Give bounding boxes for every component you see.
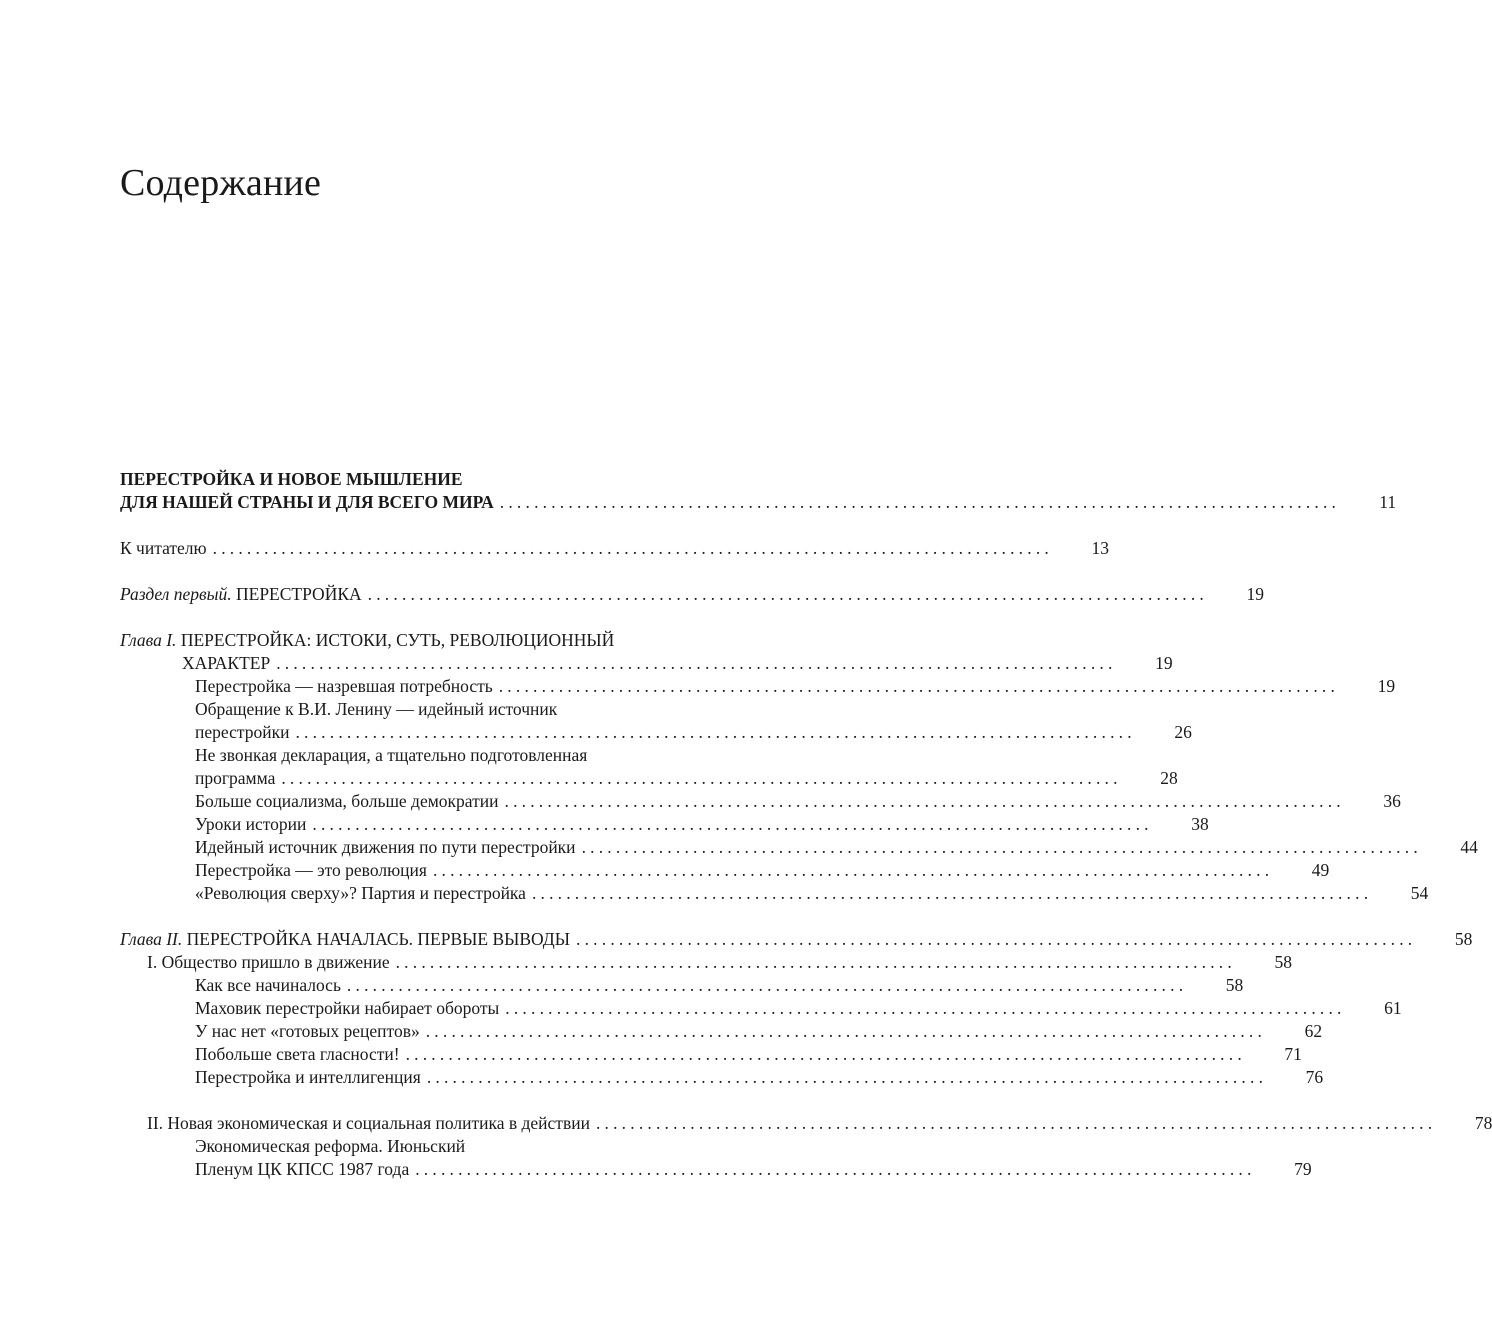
toc-entry[interactable] [120,1112,1492,1135]
toc-entry-last-line [120,1158,1312,1181]
toc-page-number: 76 [1305,1067,1324,1087]
dot-leader: .................................................................................................. [312,814,1153,834]
toc-page-number: 58 [1454,929,1473,949]
toc-page-number: 58 [1274,952,1292,972]
toc-entry[interactable] [120,836,1478,859]
toc-entry[interactable] [120,790,1401,813]
dot-leader: .................................................................................................. [405,1044,1246,1064]
toc-entry[interactable] [120,974,1244,997]
dot-leader: .................................................................................................. [499,492,1341,512]
dot-leader: .................................................................................................. [426,1067,1268,1087]
dot-leader: .................................................................................................. [281,768,1122,788]
toc-entry-text: Побольше света гласности! [195,1044,400,1064]
toc-entry-last-line [120,1043,1302,1066]
toc-entry-line [120,698,760,721]
dot-leader: .................................................................................................. [576,929,1417,949]
toc-entry-prefix: Раздел первый. [120,584,232,604]
toc-entry[interactable] [120,1066,1324,1089]
toc-entry-title [195,745,587,765]
toc-entry-text: ПЕРЕСТРОЙКА [236,584,362,604]
toc-page-number: 62 [1304,1021,1323,1041]
toc-entry-last-line [120,836,1478,859]
toc-entry[interactable] [120,1135,1312,1181]
toc-entry-last-line [120,859,1330,882]
toc-entry-last-line [120,790,1401,813]
toc-entry-text: Обращение к В.И. Ленину — идейный источник [195,699,558,719]
toc-entry-title [195,974,341,997]
table-of-contents [120,468,1492,1181]
toc-entry-text: Перестройка — это революция [195,860,427,880]
toc-entry-last-line [120,583,1265,606]
toc-entry-last-line [120,767,1178,790]
toc-entry-title [120,469,463,489]
toc-page-number: 13 [1091,538,1109,558]
toc-entry[interactable] [120,537,1109,560]
toc-entry-title [195,675,493,698]
toc-page-number: 49 [1311,860,1330,880]
toc-entry-last-line [120,813,1209,836]
toc-page-number: 36 [1383,791,1401,811]
toc-page-number: 28 [1160,768,1178,788]
dot-leader: .................................................................................................. [581,837,1422,857]
toc-entry-text: Идейный источник движения по пути перестройки [195,837,576,857]
toc-page-number: 38 [1191,814,1209,834]
toc-entry-title [195,836,576,859]
dot-leader: .................................................................................................. [346,975,1188,995]
toc-entry[interactable] [120,698,1192,744]
toc-entry-last-line [120,652,1173,675]
toc-page-number: 26 [1174,722,1192,742]
toc-entry-last-line [120,882,1429,905]
toc-entry[interactable] [120,951,1292,974]
toc-entry[interactable] [120,583,1265,606]
toc-entry-prefix: Глава II. [120,929,183,949]
toc-entry-text: Пленум ЦК КПСС 1987 года [195,1159,410,1179]
toc-entry-text: Не звонкая декларация, а тщательно подготовленная [195,745,588,765]
toc-entry[interactable] [120,882,1429,905]
toc-entry-text: У нас нет «готовых рецептов» [195,1021,420,1041]
dot-leader: .................................................................................................. [505,998,1346,1018]
toc-entry-title [195,1066,421,1089]
toc-page-number: 54 [1410,883,1429,903]
toc-entry-title [195,859,427,882]
toc-entry-title [195,813,306,836]
toc-entry-last-line [120,928,1473,951]
toc-entry[interactable] [120,675,1396,698]
dot-leader: .................................................................................................. [531,883,1373,903]
toc-entry-text: II. Новая экономическая и социальная политика в действии [147,1113,590,1133]
toc-entry-text: ПЕРЕСТРОЙКА: ИСТОКИ, СУТЬ, РЕВОЛЮЦИОННЫЙ [180,630,615,650]
dot-leader: .................................................................................................. [276,653,1117,673]
toc-entry-line [120,468,760,491]
dot-leader: .................................................................................................. [395,952,1236,972]
dot-leader: .................................................................................................. [432,860,1274,880]
toc-entry-title [195,767,275,790]
toc-entry-last-line [120,721,1192,744]
toc-page-number: 19 [1155,653,1173,673]
toc-entry-title [182,652,270,675]
toc-page-number: 71 [1284,1044,1302,1064]
toc-entry[interactable] [120,629,1173,675]
toc-entry-last-line [120,675,1396,698]
toc-entry-line [120,1135,760,1158]
toc-entry[interactable] [120,813,1209,836]
toc-entry-last-line [120,951,1292,974]
toc-entry-title [195,1020,420,1043]
toc-entry-text: программа [195,768,276,788]
dot-leader: .................................................................................................. [504,791,1345,811]
toc-page-number: 19 [1377,676,1396,696]
toc-entry-last-line [120,537,1109,560]
toc-entry[interactable] [120,928,1473,951]
toc-entry-line [120,629,760,652]
dot-leader: .................................................................................................. [212,538,1053,558]
page-title: Содержание [120,162,322,204]
dot-leader: .................................................................................................. [367,584,1209,604]
toc-page-number: 58 [1225,975,1244,995]
toc-entry-title [120,630,614,650]
dot-leader: .................................................................................................. [498,676,1340,696]
toc-entry[interactable] [120,744,1178,790]
toc-entry-title [195,1158,409,1181]
toc-entry-title [195,1136,465,1156]
toc-entry-text: ПЕРЕСТРОЙКА И НОВОЕ МЫШЛЕНИЕ [120,469,463,489]
toc-entry-title [195,997,499,1020]
toc-entry-last-line [120,974,1244,997]
toc-entry-text: Перестройка — назревшая потребность [195,676,493,696]
toc-entry-text: Перестройка и интеллигенция [195,1067,421,1087]
dot-leader: .................................................................................................. [425,1021,1267,1041]
toc-entry-text: Больше социализма, больше демократии [195,791,499,811]
toc-page-number: 78 [1474,1113,1492,1133]
toc-entry[interactable] [120,859,1330,882]
toc-entry-text: «Революция сверху»? Партия и перестройка [195,883,526,903]
toc-entry-last-line [120,1020,1323,1043]
toc-entry-title [195,699,557,719]
toc-entry-text: Как все начиналось [195,975,341,995]
toc-entry-line [120,744,760,767]
toc-page-number: 44 [1460,837,1478,857]
toc-entry-title [195,721,289,744]
toc-entry-text: К читателю [120,538,207,558]
toc-entry-title [120,583,362,606]
toc-entry-title [195,882,526,905]
toc-entry-title [195,1043,400,1066]
toc-entry-last-line [120,997,1402,1020]
toc-entry-text: ХАРАКТЕР [182,653,271,673]
toc-entry-title [195,790,499,813]
toc-page-number: 79 [1294,1159,1312,1179]
toc-entry-text: Маховик перестройки набирает обороты [195,998,500,1018]
toc-entry[interactable] [120,1020,1323,1043]
toc-entry-text: Уроки истории [195,814,307,834]
toc-entry-text: I. Общество пришло в движение [147,952,390,972]
toc-entry[interactable] [120,468,1397,514]
toc-entry[interactable] [120,1043,1302,1066]
toc-entry-title [147,951,390,974]
toc-entry-last-line [120,1112,1492,1135]
toc-page-number: 11 [1379,492,1397,512]
toc-entry-last-line [120,491,1397,514]
toc-entry-text: ПЕРЕСТРОЙКА НАЧАЛАСЬ. ПЕРВЫЕ ВЫВОДЫ [186,929,571,949]
toc-entry-text: перестройки [195,722,290,742]
toc-entry-title [120,928,570,951]
dot-leader: .................................................................................................. [595,1113,1437,1133]
toc-entry-title [120,491,494,514]
toc-entry-text: Экономическая реформа. Июньский [195,1136,466,1156]
toc-entry[interactable] [120,997,1402,1020]
toc-entry-title [120,537,207,560]
dot-leader: .................................................................................................. [415,1159,1256,1179]
toc-entry-title [147,1112,590,1135]
toc-entry-prefix: Глава I. [120,630,177,650]
toc-page-number: 61 [1384,998,1402,1018]
toc-page-number: 19 [1246,584,1265,604]
toc-entry-text: ДЛЯ НАШЕЙ СТРАНЫ И ДЛЯ ВСЕГО МИРА [120,492,494,512]
dot-leader: .................................................................................................. [295,722,1136,742]
toc-entry-last-line [120,1066,1324,1089]
